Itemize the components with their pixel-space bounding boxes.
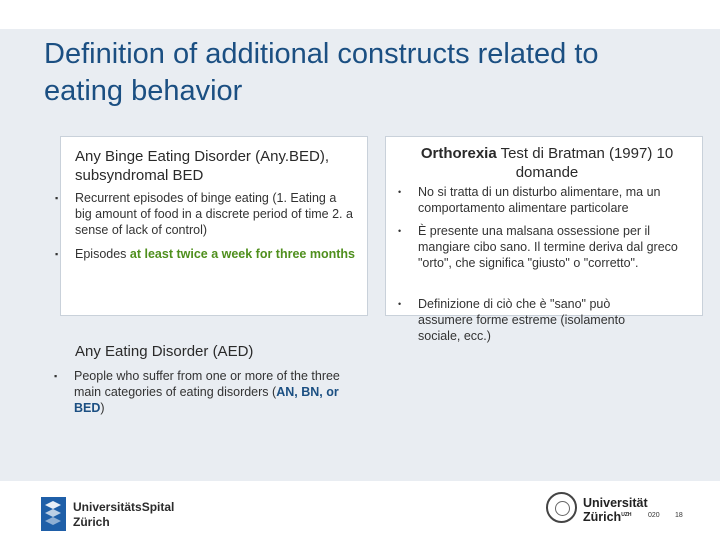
bullet-marker: ▪ [55,193,59,203]
bullet-episodes-frequency [55,246,355,262]
bullet-healthy-definition [398,296,668,344]
bullet-text-suffix: ) [100,401,105,415]
usz-logo-icon [41,497,66,531]
uzh-name-text: Zürich [583,510,622,524]
orthorexia-term: Orthorexia [420,145,497,162]
usz-logo [41,497,181,531]
bullet-text-emphasis: AN, BN, or BED [74,385,339,415]
uzh-name-line2 [583,510,631,524]
bullet-text: No si tratta di un disturbo alimentare, ma un comportamento alimentare particolare [418,185,661,215]
bullet-marker: • [398,226,402,236]
bullet-marker: • [398,187,402,197]
bullet-marker: ▪ [54,371,58,381]
bullet-aed-definition [54,368,354,416]
uzh-name-line1: Universität [583,496,648,510]
bullet-unhealthy-obsession [398,223,688,271]
any-bed-heading: Any Binge Eating Disorder (Any.BED), subsyndromal BED [75,148,329,184]
bullet-text-prefix: Episodes [75,247,130,261]
bullet-text: Recurrent episodes of binge eating (1. Eating a big amount of food in a discrete period of time 2. a sense of lack of control) [75,191,353,237]
bullet-marker: ▪ [55,249,59,259]
bullet-text: È presente una malsana ossessione per il mangiare cibo sano. Il termine deriva dal greco "orto", che significa "giusto" o "corretto". [418,224,678,270]
bullet-text-emphasis: at least twice a week for three months [129,247,355,261]
page-number: 18 [675,512,683,519]
uzh-seal-icon [546,492,577,523]
usz-name-line2: Zürich [73,515,110,529]
bullet-not-eating-disorder [398,184,688,216]
bullet-text-prefix: People who suffer from one or more of the three main categories of eating disorders ( [74,369,340,399]
usz-name-line1: UniversitätsSpital [73,500,175,514]
top-bar [0,0,720,29]
orthorexia-source: Test di Bratman (1997) 10 domande [496,145,674,181]
uzh-superscript: UZH [621,511,632,518]
bullet-recurrent-episodes [55,190,355,238]
footer-year-fragment: 020 [648,512,660,519]
slide-title: Definition of additional constructs related to eating behavior [44,38,599,107]
aed-heading: Any Eating Disorder (AED) [75,343,254,360]
bullet-text: Definizione di ciò che è "sano" può assumere forme estreme (isolamento sociale, ecc.) [418,297,626,343]
orthorexia-heading [412,144,682,182]
bullet-marker: • [398,299,402,309]
uzh-logo [546,492,646,528]
